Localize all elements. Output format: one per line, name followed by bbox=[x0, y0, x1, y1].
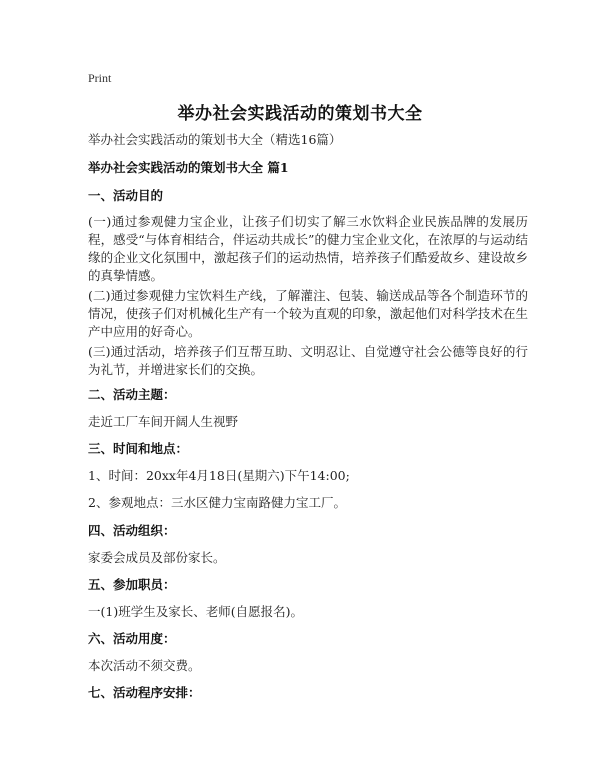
organization-heading: 四、活动组织： bbox=[88, 523, 176, 538]
time-text: 1、时间：20xx年4月18日(星期六)下午14:00; bbox=[88, 468, 350, 483]
expense-heading: 六、活动用度： bbox=[88, 631, 176, 646]
participants-heading: 五、参加职员： bbox=[88, 577, 176, 592]
purpose-paragraph-1: (一)通过参观健力宝企业，让孩子们切实了解三水饮料企业民族品牌的发展历程，感受“与体育相结合，伴运动共成长”的健力宝企业文化，在浓厚的与运动结缘的企业文化氛围中，激起孩子们的运动热情，培养孩子们酷爱故乡、建设故乡的真挚情感。 bbox=[88, 214, 528, 283]
document-title: 举办社会实践活动的策划书大全 bbox=[177, 104, 423, 124]
participants-text: 一(1)班学生及家长、老师(自愿报名)。 bbox=[88, 604, 303, 619]
place-text: 2、参观地点：三水区健力宝南路健力宝工厂。 bbox=[88, 495, 346, 510]
document-subtitle: 举办社会实践活动的策划书大全（精选16篇） bbox=[88, 132, 342, 147]
print-label: Print bbox=[88, 71, 112, 85]
time-place-heading: 三、时间和地点： bbox=[88, 441, 189, 456]
section-title: 举办社会实践活动的策划书大全 篇1 bbox=[88, 160, 289, 175]
purpose-heading: 一、活动目的 bbox=[88, 188, 164, 203]
procedure-heading: 七、活动程序安排： bbox=[88, 685, 201, 700]
purpose-paragraph-3: (三)通过活动，培养孩子们互帮互助、文明忍让、自觉遵守社会公德等良好的行为礼节，并增进家长们的交换。 bbox=[88, 344, 528, 377]
organization-text: 家委会成员及部份家长。 bbox=[88, 550, 226, 565]
purpose-paragraph-2: (二)通过参观健力宝饮料生产线，了解灌注、包装、输送成品等各个制造环节的情况，使孩子们对机械化生产有一个较为直观的印象，激起他们对科学技术在生产中应用的好奇心。 bbox=[88, 288, 528, 339]
expense-text: 本次活动不须交费。 bbox=[88, 658, 201, 673]
theme-heading: 二、活动主题： bbox=[88, 387, 176, 402]
theme-text: 走近工厂车间开阔人生视野 bbox=[88, 414, 239, 429]
